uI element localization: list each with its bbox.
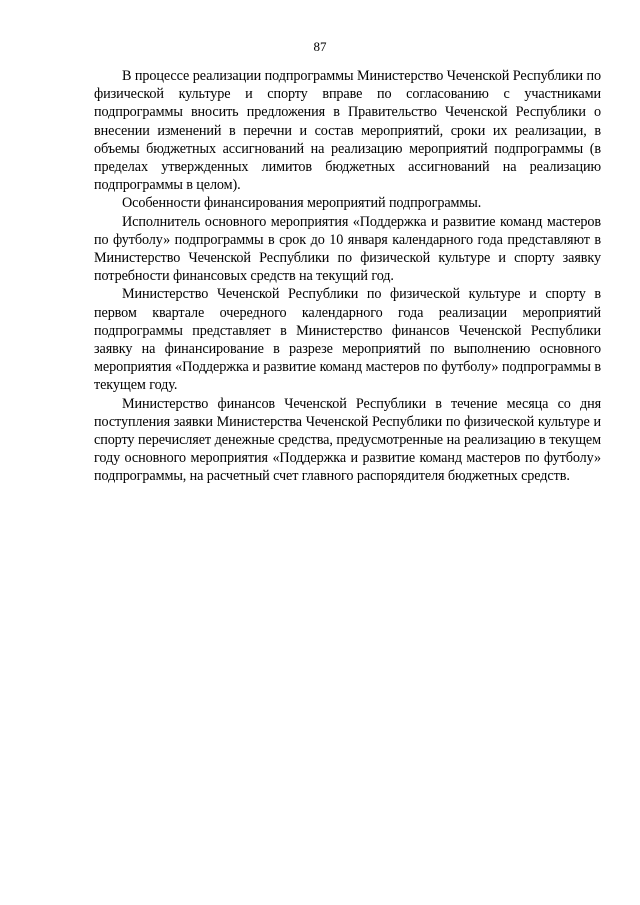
paragraph-financing-features: Особенности финансирования мероприятий подпрограммы. <box>122 195 482 212</box>
paragraph-subprogram-changes: В процессе реализации подпрограммы Министерство Чеченской Республики по физической культуре и спорту вправе по согласованию с участниками подпрограммы вносить предложения в Правительство Чеченской Республики о внесении изменений в перечни и состав мероприятий, сроки их реализации, в объемы бюджетных ассигнований на реализацию мероприятий подпрограммы (в пределах утвержденных лимитов бюджетных ассигнований на реализацию подпрограммы в целом). <box>94 68 601 194</box>
document-body <box>94 67 601 486</box>
paragraph-ministry-sport-request: Министерство Чеченской Республики по физической культуре и спорту в первом квартале очередного календарного года реализации мероприятий подпрограммы представляет в Министерство финансов Чеченской Республики заявку на финансирование в разрезе мероприятий по выполнению основного мероприятия «Поддержка и развитие команд мастеров по футболу» подпрограммы в текущем году. <box>94 286 601 394</box>
paragraph-ministry-finance-transfer: Министерство финансов Чеченской Республики в течение месяца со дня поступления заявки Министерства Чеченской Республики по физической культуре и спорту перечисляет денежные средства, предусмотренные на реализацию в текущем году основного мероприятия «Поддержка и развитие команд мастеров по футболу» подпрограммы, на расчетный счет главного распорядителя бюджетных средств. <box>94 395 601 485</box>
page-number: 87 <box>313 39 327 54</box>
paragraph-executor-request: Исполнитель основного мероприятия «Поддержка и развитие команд мастеров по футболу» подпрограммы в срок до 10 января календарного года представляют в Министерство Чеченской Республики по физической культуре и спорту заявку потребности финансовых средств на текущий год. <box>94 213 601 285</box>
